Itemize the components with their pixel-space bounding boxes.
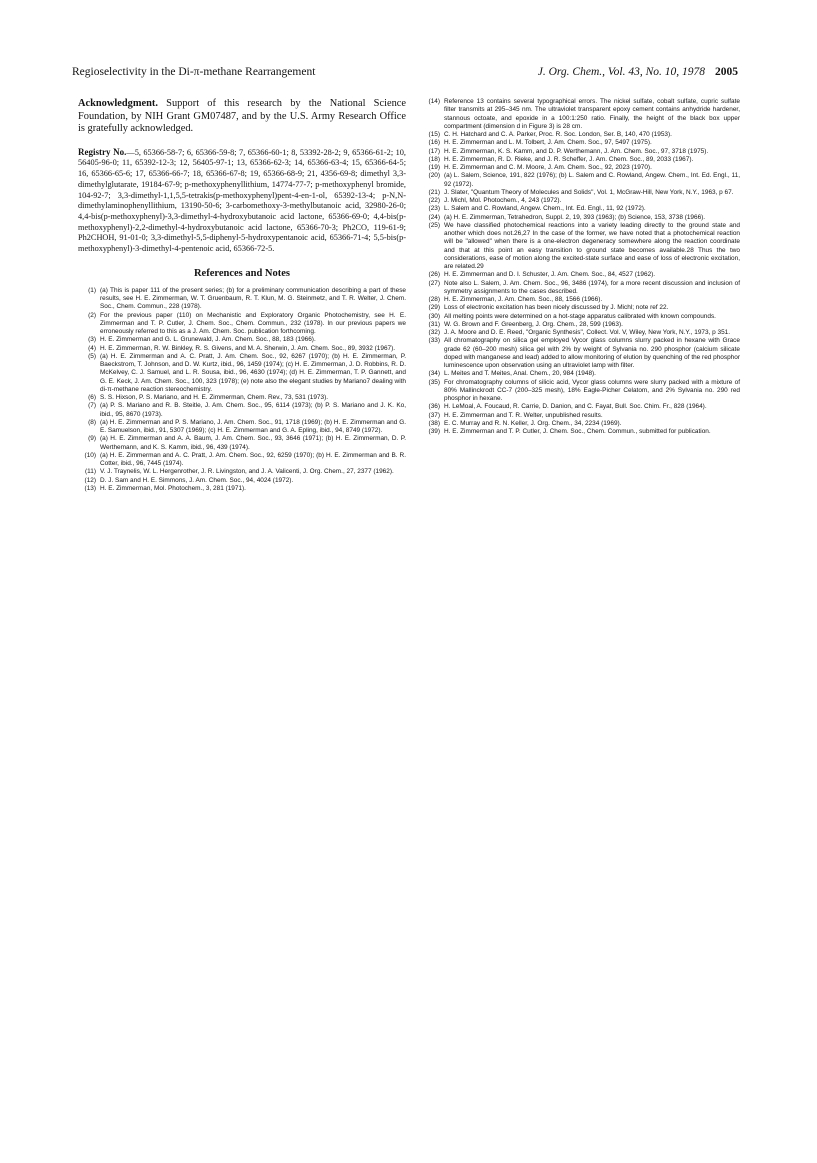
reference-number: (29) xyxy=(428,304,440,312)
reference-number: (9) xyxy=(88,435,96,443)
reference-number: (6) xyxy=(88,394,96,402)
reference-text: H. LeMoal, A. Foucaud, R. Carrie, D. Danion, and C. Fayat, Bull. Soc. Chim. Fr., 828 (1964). xyxy=(444,403,707,411)
reference-number: (35) xyxy=(428,378,440,386)
reference-item xyxy=(78,336,406,344)
right-column xyxy=(418,98,740,436)
running-title: Regioselectivity in the Di-π-methane Rearrangement xyxy=(72,66,316,78)
reference-number: (18) xyxy=(428,155,440,163)
reference-item xyxy=(418,98,740,131)
reference-item xyxy=(78,477,406,485)
reference-item xyxy=(418,420,740,428)
reference-number: (3) xyxy=(88,336,96,344)
reference-text: (a) L. Salem, Science, 191, 822 (1976); (b) L. Salem and C. Rowland, Angew. Chem., Int. Ed. Engl., 11, 92 (1972). xyxy=(444,172,740,188)
reference-item xyxy=(418,222,740,272)
references-list-right xyxy=(418,98,740,436)
reference-number: (26) xyxy=(428,271,440,279)
reference-number: (4) xyxy=(88,344,96,352)
reference-number: (32) xyxy=(428,329,440,336)
reference-text: E. C. Murray and R. N. Keller, J. Org. Chem., 34, 2234 (1969). xyxy=(444,419,622,427)
reference-item xyxy=(418,172,740,189)
reference-text: (a) H. E. Zimmerman, Tetrahedron, Suppl. 2, 19, 393 (1963); (b) Science, 153, 3738 (1966). xyxy=(444,213,706,221)
reference-number: (12) xyxy=(84,476,96,484)
reference-text: H. E. Zimmerman and T. P. Cutler, J. Chem. Soc., Chem. Commun., submitted for publication. xyxy=(444,428,711,435)
reference-number: (27) xyxy=(428,279,440,287)
reference-number: (28) xyxy=(428,296,440,303)
reference-text: All chromatography on silica gel employed Vycor glass columns slurry packed in hexane with Grace grade 62 (60–200 mesh) silica gel with 2% by weight of Sylvania no. 290 phosphor (calcium silicate doped with manganese and lead) added to allow monitoring of elution by quenching of the red phosphor luminescence upon observation using an ultraviolet lamp with filter. xyxy=(444,337,740,369)
reference-number: (10) xyxy=(84,451,96,459)
reference-number: (19) xyxy=(428,164,440,171)
reference-number: (5) xyxy=(88,352,96,360)
reference-item xyxy=(418,280,740,297)
reference-item xyxy=(418,321,740,329)
reference-text: H. E. Zimmerman, K. S. Kamm, and D. P. Werthemann, J. Am. Chem. Soc., 97, 3718 (1975). xyxy=(444,147,709,155)
reference-item xyxy=(78,485,406,493)
reference-text: J. A. Moore and D. E. Reed, "Organic Synthesis", Collect. Vol. V, Wiley, New York, N.Y., 1973, p 351. xyxy=(444,329,731,336)
reference-text: (a) P. S. Mariano and R. B. Steitle, J. Am. Chem. Soc., 95, 6114 (1973); (b) P. S. Mariano and J. K. Ko, ibid., 95, 8670 (1973). xyxy=(100,402,406,418)
reference-number: (33) xyxy=(428,337,440,345)
reference-text: For chromatography columns of silicic acid, Vycor glass columns were slurry packed with a mixture of 80% Mallinckrodt CC-7 (200–325 mesh), 18% Eagle-Picher Celatom, and 2% Sylvania no. 290 red phosphor in hexane. xyxy=(444,378,740,402)
reference-number: (21) xyxy=(428,188,440,196)
reference-text: H. E. Zimmerman and C. M. Moore, J. Am. Chem. Soc., 92, 2023 (1970). xyxy=(444,164,652,171)
reference-text: J. Michl, Mol. Photochem., 4, 243 (1972). xyxy=(444,197,562,204)
reference-number: (31) xyxy=(428,320,440,328)
reference-item xyxy=(418,197,740,205)
reference-item xyxy=(418,428,740,436)
reference-text: Loss of electronic excitation has been nicely discussed by J. Michl; note ref 22. xyxy=(444,304,669,312)
reference-text: (a) H. E. Zimmerman and A. C. Pratt, J. Am. Chem. Soc., 92, 6259 (1970); (b) H. E. Zimmerman and B. R. Cotter, ibid., 96, 7445 (1974). xyxy=(100,451,406,468)
reference-number: (24) xyxy=(428,213,440,221)
reference-text: H. E. Zimmerman and D. I. Schuster, J. Am. Chem. Soc., 84, 4527 (1962). xyxy=(444,271,656,279)
reference-text: H. E. Zimmerman, R. W. Binkley, R. S. Givens, and M. A. Sherwin, J. Am. Chem. Soc., 89, 3932 (1967). xyxy=(100,344,396,352)
reference-number: (36) xyxy=(428,403,440,411)
reference-item xyxy=(418,296,740,304)
reference-number: (11) xyxy=(85,468,96,476)
reference-item xyxy=(418,329,740,337)
reference-item xyxy=(418,370,740,378)
reference-item xyxy=(78,345,406,353)
reference-item xyxy=(418,139,740,147)
reference-number: (13) xyxy=(84,484,96,492)
reference-item xyxy=(418,156,740,164)
reference-text: (a) H. E. Zimmerman and A. A. Baum, J. Am. Chem. Soc., 93, 3646 (1971); (b) H. E. Zimmerman, D. P. Werthemann, and K. S. Kamm, ibid., 96, 439 (1974). xyxy=(100,435,406,451)
reference-number: (20) xyxy=(428,172,440,180)
reference-text: C. H. Hatchard and C. A. Parker, Proc. R. Soc. London, Ser. B, 140, 470 (1953). xyxy=(444,131,672,138)
reference-item xyxy=(78,419,406,436)
reference-item xyxy=(78,394,406,402)
registry-text: —5, 65366-58-7; 6, 65366-59-8; 7, 65366-60-1; 8, 53392-28-2; 9, 65366-61-2; 10, 56405-96-0; 11, 65392-12-3; 12, 56405-97-1; 13, 65366-62-3; 14, 65366-63-4; 15, 65366-64-5; 16, 65366-65-6; 17, 65366-66-7; 18, 65366-67-8; 19, 65366-68-9; 21, 4356-69-8; dimethyl 3,3-dimethylglutarate, 19184-67-9; p-methoxyphenyllithium, 14774-77-7; p-methoxyphenyl bromide, 104-92-7; 3,3-dimethyl-1,1,5,5-tetrakis(p-methoxyphenyl)pent-4-en-1-ol, 65392-13-4; p-N,N-dimethylaminophenyllithium, 13190-50-6; 3-carbomethoxy-3-methylbutanoic acid, 32980-26-0; 4,4-bis(p-methoxyphenyl)-3,3-dimethyl-4-hydroxybutanoic acid lactone, 65366-69-0; 4,4-bis(p-methoxyphenyl)-2,2-dimethyl-4-hydroxybutanoic acid lactone, 65366-70-3; Ph2CO, 119-61-9; Ph2CHOH, 91-01-0; 3,3-dimethyl-5,5-diphenyl-5-hydroxypentanoic acid, 65366-71-4; 5,5-bis(p-methoxyphenyl)-3-dimethyl-4-pentenoic acid, 65366-72-5. xyxy=(78,147,406,254)
reference-number: (7) xyxy=(88,402,96,410)
reference-number: (17) xyxy=(428,147,440,155)
reference-item xyxy=(418,131,740,139)
reference-text: L. Salem and C. Rowland, Angew. Chem., Int. Ed. Engl., 11, 92 (1972). xyxy=(444,205,646,213)
reference-text: S. S. Hixson, P. S. Mariano, and H. E. Zimmerman, Chem. Rev., 73, 531 (1973). xyxy=(100,394,329,402)
reference-text: H. E. Zimmerman, J. Am. Chem. Soc., 88, 1566 (1966). xyxy=(444,296,603,303)
acknowledgment-heading: Acknowledgment. xyxy=(78,98,158,109)
reference-item xyxy=(418,403,740,411)
reference-text: Reference 13 contains several typographical errors. The nickel sulfate, cobalt sulfate, cupric sulfate filter transmits at 295–345 nm. The ultraviolet transparent epoxy cement contains anhydride hardener, stannous octoate, and epoxide in a 100:1:250 ratio. Finally, the height of the black box upper compartment (dimension d in Figure 3) is 28 cm. xyxy=(444,98,740,130)
running-header xyxy=(72,66,738,82)
left-column xyxy=(78,98,406,493)
reference-number: (30) xyxy=(428,312,440,320)
reference-text: J. Slater, "Quantum Theory of Molecules and Solids", Vol. 1, McGraw-Hill, New York, N.Y., 1963, p 67. xyxy=(444,188,734,196)
reference-item xyxy=(78,452,406,469)
reference-item xyxy=(78,287,406,312)
acknowledgment xyxy=(78,98,406,136)
reference-item xyxy=(418,412,740,420)
reference-text: W. G. Brown and F. Greenberg, J. Org. Chem., 28, 599 (1963). xyxy=(444,320,623,328)
reference-number: (39) xyxy=(428,428,440,435)
reference-text: H. E. Zimmerman and G. L. Grunewald, J. Am. Chem. Soc., 88, 183 (1966). xyxy=(100,336,316,344)
reference-item xyxy=(418,214,740,222)
reference-text: (a) This is paper 111 of the present series; (b) for a preliminary communication describing a part of these results, see H. E. Zimmerman, W. T. Gruenbaum, R. T. Klun, M. G. Steinmetz, and T. R. Welter, J. Chem. Soc., Chem. Commun., 228 (1978). xyxy=(100,286,406,311)
reference-text: (a) H. E. Zimmerman and P. S. Mariano, J. Am. Chem. Soc., 91, 1718 (1969); (b) H. E. Zimmerman and G. E. Samuelson, ibid., 91, 5307 (1969); (c) H. E. Zimmerman and G. A. Epling, ibid., 94, 8749 (1972). xyxy=(100,418,406,435)
reference-text: V. J. Traynelis, W. L. Hergenrother, J. R. Livingston, and J. A. Valicenti, J. Org. Chem., 27, 2377 (1962). xyxy=(100,468,394,476)
reference-number: (22) xyxy=(428,197,440,204)
reference-item xyxy=(78,468,406,476)
reference-number: (34) xyxy=(428,370,440,378)
reference-text: H. E. Zimmerman and T. R. Welter, unpublished results. xyxy=(444,411,603,419)
reference-item xyxy=(78,402,406,419)
reference-item xyxy=(418,337,740,370)
journal-citation: J. Org. Chem., Vol. 43, No. 10, 1978 xyxy=(537,66,705,78)
reference-number: (37) xyxy=(428,411,440,419)
reference-item xyxy=(418,148,740,156)
reference-item xyxy=(78,353,406,394)
acknowledgment-text: Support of this research by the National Science Foundation, by NIH Grant GM07487, and by the U.S. Army Research Office is gratefully acknowledged. xyxy=(78,98,406,135)
reference-text: H. E. Zimmerman, R. D. Rieke, and J. R. Scheffer, J. Am. Chem. Soc., 89, 2033 (1967). xyxy=(444,155,694,163)
references-heading: References and Notes xyxy=(193,267,291,279)
reference-text: L. Meites and T. Meites, Anal. Chem., 20, 984 (1948). xyxy=(444,370,596,378)
reference-number: (16) xyxy=(428,139,440,147)
reference-text: (a) H. E. Zimmerman and A. C. Pratt, J. Am. Chem. Soc., 92, 6267 (1970); (b) H. E. Zimmerman, P. Baeckstrom, T. Johnson, and D. W. Kurtz, ibid., 96, 1459 (1974); (c) H. E. Zimmerman, J. D. Robbins, R. D. McKelvey, C. J. Samuel, and L. R. Sousa, ibid., 96, 4630 (1974); (d) H. E. Zimmerman, T. P. Gannett, and G. E. Keck, J. Am. Chem. Soc., 100, 323 (1978); (e) note also the elegant studies by Mariano7 dealing with di-π-methane reaction stereochemistry. xyxy=(100,352,406,393)
reference-number: (1) xyxy=(88,286,96,294)
registry-numbers xyxy=(78,147,406,255)
reference-item xyxy=(418,304,740,312)
reference-item xyxy=(78,435,406,452)
reference-item xyxy=(78,312,406,337)
reference-text: All melting points were determined on a hot-stage apparatus calibrated with known compounds. xyxy=(444,312,716,320)
references-list-left xyxy=(78,287,406,493)
reference-text: We have classified photochemical reactions into a variety leading directly to the ground state and another which does not.26,27 In the case of the former, we have noted that a photochemical reaction will be "allowed" when there is a one-electron degeneracy somewhere along the reaction coordinate and that at this point an easy transition to ground state becomes available.28 Thus the two considerations, ease of motion along the excited-state surface and ease of loss of electronic excitation, are related.29 xyxy=(444,221,740,270)
reference-item xyxy=(418,205,740,213)
reference-item xyxy=(418,379,740,404)
reference-text: H. E. Zimmerman and L. M. Tolbert, J. Am. Chem. Soc., 97, 5497 (1975). xyxy=(444,139,652,147)
reference-item xyxy=(418,164,740,172)
reference-number: (38) xyxy=(428,419,440,427)
reference-text: D. J. Sam and H. E. Simmons, J. Am. Chem. Soc., 94, 4024 (1972). xyxy=(100,476,294,484)
reference-number: (14) xyxy=(428,98,440,105)
reference-item xyxy=(418,271,740,279)
journal-citation-block xyxy=(538,66,738,78)
reference-number: (25) xyxy=(428,221,440,229)
reference-number: (23) xyxy=(428,205,440,213)
reference-item xyxy=(418,189,740,197)
page-number: 2005 xyxy=(715,66,738,78)
reference-number: (15) xyxy=(428,131,440,138)
reference-text: For the previous paper (110) on Mechanistic and Exploratory Organic Photochemistry, see H. E. Zimmerman and T. P. Cutler, J. Chem. Soc., Chem. Commun., 232 (1978). In our previous papers we erroneously referred to this as a J. Am. Chem. Soc. publication forthcoming. xyxy=(100,311,406,336)
reference-text: H. E. Zimmerman, Mol. Photochem., 3, 281 (1971). xyxy=(100,484,246,492)
reference-number: (2) xyxy=(88,311,96,319)
reference-text: Note also L. Salem, J. Am. Chem. Soc., 96, 3486 (1974), for a more recent discussion and inclusion of symmetry assignments to the cases described. xyxy=(444,279,740,295)
reference-item xyxy=(418,313,740,321)
registry-heading: Registry No. xyxy=(78,146,127,157)
reference-number: (8) xyxy=(88,418,96,426)
